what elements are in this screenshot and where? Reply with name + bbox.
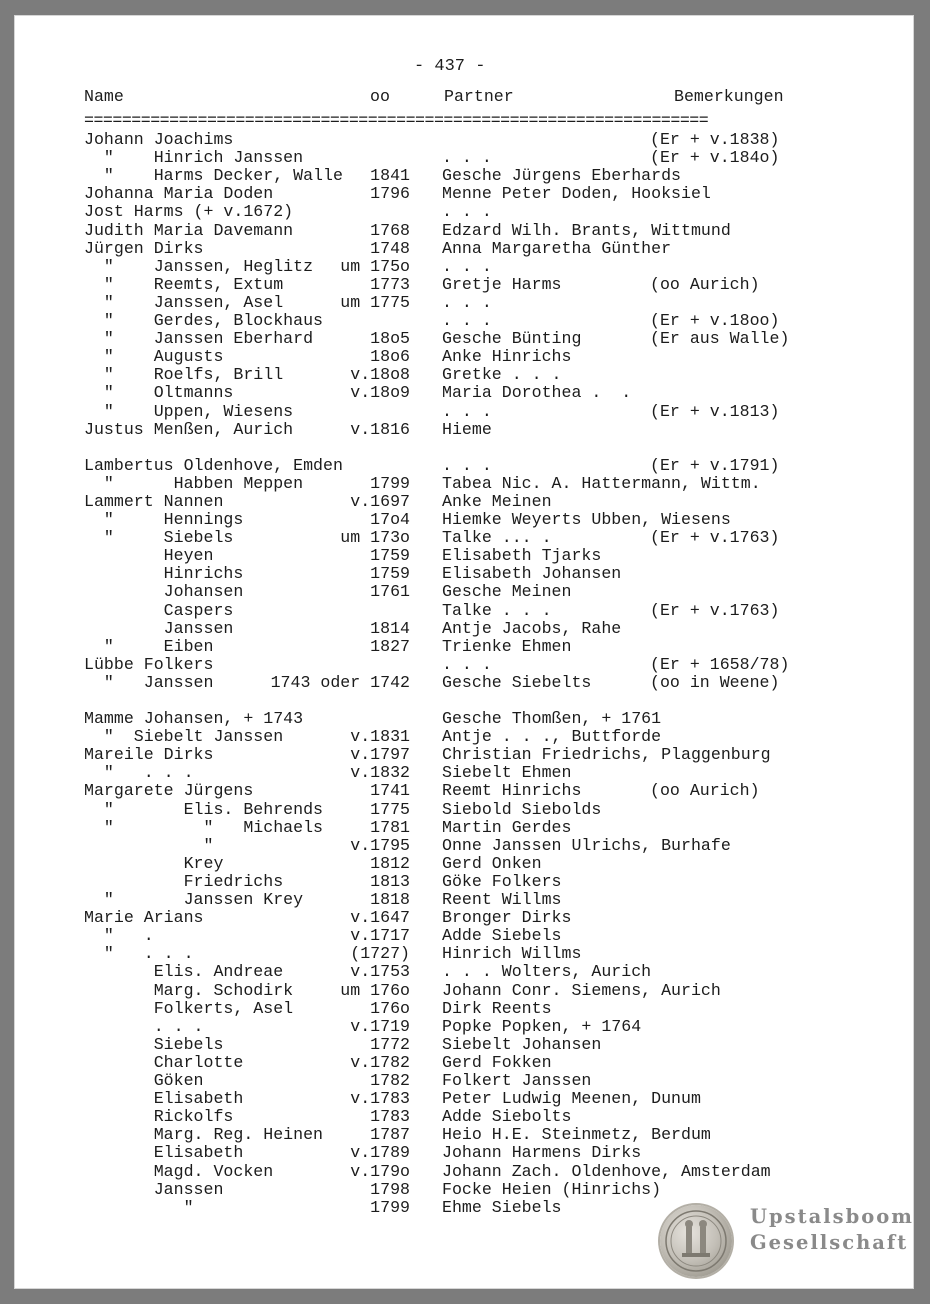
entry-date: v.1816	[350, 419, 410, 439]
entry-name: Elisabeth	[84, 1143, 244, 1163]
entry-name: Janssen	[84, 1179, 224, 1199]
entry-date: v.1832	[350, 763, 410, 783]
entry-name: Marg. Schodirk	[84, 980, 294, 1000]
entry-partner: Popke Popken, + 1764	[442, 1016, 642, 1036]
entry-date: v.1647	[350, 908, 410, 928]
entry-name: Johann Joachims	[84, 130, 234, 149]
entry-date: 17o4	[370, 510, 410, 529]
entry-date: 1841	[370, 166, 410, 186]
entry-date: 1773	[370, 274, 410, 294]
entry-partner: Gretje Harms	[442, 274, 562, 294]
entry-date: 1799	[370, 473, 410, 493]
entry-date: 1783	[370, 1107, 410, 1127]
entry-partner: Adde Siebels	[442, 926, 562, 946]
entry-date: 1827	[370, 636, 410, 656]
entry-partner: Gerd Fokken	[442, 1052, 552, 1072]
entry-date: 1759	[370, 564, 410, 584]
entry-partner: Gesche Jürgens Eberhards	[442, 166, 681, 186]
entry-partner: Siebold Siebolds	[442, 799, 602, 819]
header-remarks: Bemerkungen	[674, 87, 784, 106]
entry-partner: Hieme	[442, 419, 492, 439]
entry-date: v.1783	[350, 1089, 410, 1109]
entry-name: " Oltmanns	[84, 383, 234, 403]
entry-remark: (Er + v.1838)	[650, 130, 780, 149]
entry-date: 18o5	[370, 329, 410, 349]
entry-name: " Uppen, Wiesens	[84, 401, 294, 421]
entry-partner: Göke Folkers	[442, 871, 562, 891]
entry-date: 1759	[370, 546, 410, 566]
entry-remark: (Er aus Walle)	[650, 329, 790, 349]
entry-name: Rickolfs	[84, 1107, 234, 1127]
entry-partner: Anna Margaretha Günther	[442, 238, 672, 258]
entry-name: " . . .	[84, 944, 194, 964]
header-oo: oo	[370, 87, 390, 106]
entry-date: um 176o	[340, 980, 410, 1000]
entry-partner: . . .	[442, 311, 492, 330]
entry-partner: . . .	[442, 401, 492, 421]
entry-partner: Johann Zach. Oldenhove, Amsterdam	[442, 1161, 771, 1181]
entry-date: 1741	[370, 781, 410, 801]
entry-name: Charlotte	[84, 1052, 244, 1072]
entry-partner: Antje . . ., Buttforde	[442, 727, 662, 747]
entry-name: " Augusts	[84, 347, 224, 367]
entry-name: Marg. Reg. Heinen	[84, 1125, 323, 1145]
entry-partner: Gesche Thomßen, + 1761	[442, 709, 662, 728]
entry-date: 176o	[370, 998, 410, 1018]
entry-name: " Janssen Krey	[84, 890, 304, 909]
entry-name: " Roelfs, Brill	[84, 365, 284, 385]
entry-date: v.1831	[350, 727, 410, 747]
entry-remark: (oo Aurich)	[650, 274, 760, 294]
entry-partner: Elisabeth Tjarks	[442, 546, 602, 566]
entry-date: um 1775	[340, 292, 410, 312]
entry-name: Janssen	[84, 618, 234, 638]
entry-partner: Johann Harmens Dirks	[442, 1143, 642, 1163]
entry-partner: Bronger Dirks	[442, 908, 572, 928]
entry-partner: Heio H.E. Steinmetz, Berdum	[442, 1125, 711, 1145]
entry-partner: Siebelt Ehmen	[442, 763, 572, 783]
entry-partner: Onne Janssen Ulrichs, Burhafe	[442, 835, 731, 855]
entry-partner: . . .	[442, 256, 492, 276]
entry-remark: (Er + v.1791)	[650, 455, 780, 475]
entry-name: " Habben Meppen	[84, 473, 304, 493]
entry-partner: Anke Hinrichs	[442, 347, 572, 367]
entry-partner: Maria Dorothea . .	[442, 383, 632, 403]
entry-date: um 175o	[340, 256, 410, 276]
entry-date: 1743 oder 1742	[270, 672, 410, 692]
entry-name: Lambertus Oldenhove, Emden	[84, 455, 343, 475]
entry-date: 1814	[370, 618, 410, 638]
entry-date: um 173o	[340, 528, 410, 548]
entry-name: " Harms Decker, Walle	[84, 166, 343, 186]
entry-name: Justus Menßen, Aurich	[84, 419, 294, 439]
entry-partner: Menne Peter Doden, Hooksiel	[442, 184, 711, 204]
entry-name: Jürgen Dirks	[84, 238, 204, 258]
entry-name: Lübbe Folkers	[84, 654, 214, 674]
entry-name: " Elis. Behrends	[84, 799, 323, 819]
entry-name: Krey	[84, 853, 224, 873]
entry-remark: (oo in Weene)	[650, 672, 780, 692]
entry-partner: Reemt Hinrichs	[442, 781, 582, 801]
entry-partner: Gesche Meinen	[442, 582, 572, 602]
entry-date: 1787	[370, 1125, 410, 1145]
entry-date: 1798	[370, 1179, 410, 1199]
entry-date: v.18o9	[350, 383, 410, 403]
entry-name: Mamme Johansen, + 1743	[84, 709, 304, 728]
entry-partner: Hiemke Weyerts Ubben, Wiesens	[442, 510, 731, 529]
entry-partner: Peter Ludwig Meenen, Dunum	[442, 1089, 701, 1109]
entry-partner: Focke Heien (Hinrichs)	[442, 1179, 662, 1199]
entry-partner: . . .	[442, 654, 492, 674]
page-number: - 437 -	[414, 57, 486, 76]
entry-remark: (Er + v.1813)	[650, 401, 780, 421]
entry-date: v.179o	[350, 1161, 410, 1181]
entry-name: Elisabeth	[84, 1089, 244, 1109]
entry-name: " Siebelt Janssen	[84, 727, 284, 747]
entry-name: " Janssen Eberhard	[84, 329, 314, 349]
entry-remark: (Er + 1658/78)	[650, 654, 790, 674]
entry-name: " Janssen, Heglitz	[84, 256, 314, 276]
entry-date: v.1697	[350, 491, 410, 511]
entry-partner: . . . Wolters, Aurich	[442, 962, 652, 982]
entry-name: Caspers	[84, 600, 234, 620]
entry-date: 1812	[370, 853, 410, 873]
entry-name: Magd. Vocken	[84, 1161, 274, 1181]
entry-partner: Adde Siebolts	[442, 1107, 572, 1127]
entry-partner: Gerd Onken	[442, 853, 542, 873]
entry-name: Judith Maria Davemann	[84, 220, 294, 240]
entry-name: "	[84, 1197, 194, 1217]
entry-date: v.1795	[350, 835, 410, 855]
logo-text-upstalsboom: Upstalsboom	[750, 1205, 914, 1228]
entry-partner: Christian Friedrichs, Plaggenburg	[442, 745, 771, 765]
entry-name: Marie Arians	[84, 908, 204, 928]
entry-name: " Reemts, Extum	[84, 274, 284, 294]
entry-name: Siebels	[84, 1034, 224, 1054]
seal-icon	[660, 1205, 732, 1277]
header-name: Name	[84, 87, 124, 106]
entry-partner: Martin Gerdes	[442, 817, 572, 837]
logo-text-gesellschaft: Gesellschaft	[750, 1231, 909, 1254]
entry-partner: Elisabeth Johansen	[442, 564, 622, 584]
entry-partner: . . .	[442, 148, 492, 168]
entry-date: v.1717	[350, 926, 410, 946]
entry-partner: . . .	[442, 455, 492, 475]
entry-remark: (Er + v.18oo)	[650, 311, 780, 330]
entry-date: 1772	[370, 1034, 410, 1054]
entry-name: " Eiben	[84, 636, 214, 656]
entry-remark: (Er + v.184o)	[650, 148, 780, 168]
entry-name: " Siebels	[84, 528, 234, 548]
entry-date: 1818	[370, 890, 410, 909]
document-page	[14, 15, 914, 1289]
entry-name: Jost Harms (+ v.1672)	[84, 202, 294, 222]
entry-date: 1768	[370, 220, 410, 240]
entry-partner: Gretke . . .	[442, 365, 562, 385]
entry-partner: Talke ... .	[442, 528, 552, 548]
entry-partner: Talke . . .	[442, 600, 552, 620]
entry-date: 18o6	[370, 347, 410, 367]
entry-partner: Dirk Reents	[442, 998, 552, 1018]
entry-date: 1748	[370, 238, 410, 258]
entry-name: Margarete Jürgens	[84, 781, 254, 801]
entry-date: v.1782	[350, 1052, 410, 1072]
society-logo	[660, 1203, 914, 1283]
entry-partner: Tabea Nic. A. Hattermann, Wittm.	[442, 473, 761, 493]
entry-partner: Siebelt Johansen	[442, 1034, 602, 1054]
entry-partner: Antje Jacobs, Rahe	[442, 618, 622, 638]
entry-name: Hinrichs	[84, 564, 244, 584]
entry-name: "	[84, 835, 214, 855]
entry-name: Friedrichs	[84, 871, 284, 891]
entry-partner: Gesche Bünting	[442, 329, 582, 349]
entry-date: 1782	[370, 1071, 410, 1090]
entry-date: 1813	[370, 871, 410, 891]
entry-date: v.1789	[350, 1143, 410, 1163]
entry-name: Johansen	[84, 582, 244, 602]
entry-partner: Ehme Siebels	[442, 1197, 562, 1217]
entry-name: Lammert Nannen	[84, 491, 224, 511]
entry-partner: Trienke Ehmen	[442, 636, 572, 656]
entry-partner: Hinrich Willms	[442, 944, 582, 964]
entry-date: v.1753	[350, 962, 410, 982]
entry-name: " Janssen	[84, 672, 214, 692]
entry-partner: Reent Willms	[442, 890, 562, 909]
entry-remark: (oo Aurich)	[650, 781, 760, 801]
entry-partner: Folkert Janssen	[442, 1071, 592, 1090]
entry-remark: (Er + v.1763)	[650, 600, 780, 620]
entry-name: " .	[84, 926, 154, 946]
entry-partner: Johann Conr. Siemens, Aurich	[442, 980, 721, 1000]
entry-date: 1775	[370, 799, 410, 819]
entry-remark: (Er + v.1763)	[650, 528, 780, 548]
header-partner: Partner	[444, 87, 514, 106]
entry-name: " Hennings	[84, 510, 244, 529]
entry-date: (1727)	[350, 944, 410, 964]
entry-name: " Janssen, Asel	[84, 292, 284, 312]
entry-date: 1796	[370, 184, 410, 204]
entry-date: v.18o8	[350, 365, 410, 385]
entry-name: " Hinrich Janssen	[84, 148, 304, 168]
entry-name: " " Michaels	[84, 817, 323, 837]
entry-name: " . . .	[84, 763, 194, 783]
entry-date: 1761	[370, 582, 410, 602]
entry-name: . . .	[84, 1016, 204, 1036]
entry-name: Mareile Dirks	[84, 745, 214, 765]
entry-name: " Gerdes, Blockhaus	[84, 311, 323, 330]
entry-name: Göken	[84, 1071, 204, 1090]
header-rule: ==================================================================	[84, 112, 709, 130]
entry-date: v.1797	[350, 745, 410, 765]
entry-date: v.1719	[350, 1016, 410, 1036]
entry-partner: Gesche Siebelts	[442, 672, 592, 692]
entry-partner: . . .	[442, 292, 492, 312]
entry-date: 1799	[370, 1197, 410, 1217]
entry-partner: Anke Meinen	[442, 491, 552, 511]
entry-name: Folkerts, Asel	[84, 998, 294, 1018]
entry-name: Heyen	[84, 546, 214, 566]
entry-name: Johanna Maria Doden	[84, 184, 274, 204]
entry-date: 1781	[370, 817, 410, 837]
entry-name: Elis. Andreae	[84, 962, 284, 982]
entry-partner: Edzard Wilh. Brants, Wittmund	[442, 220, 731, 240]
entry-partner: . . .	[442, 202, 492, 222]
